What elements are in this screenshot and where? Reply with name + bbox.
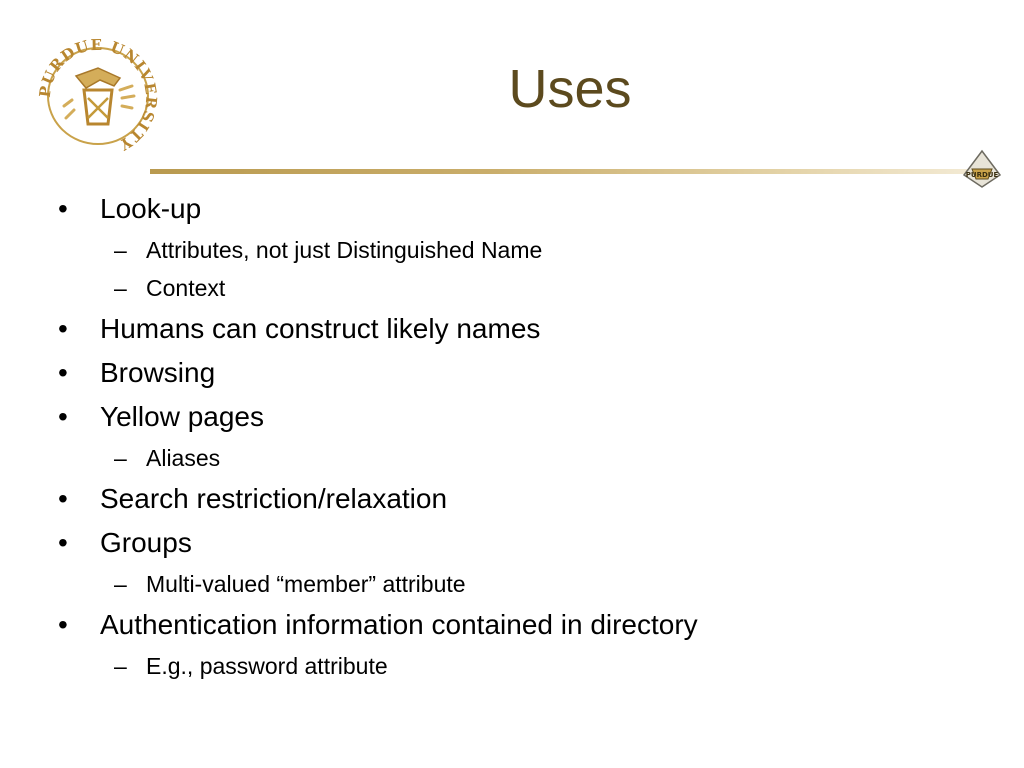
bullet-list bbox=[58, 182, 998, 680]
bullet-item bbox=[58, 356, 998, 390]
sub-bullet-item bbox=[58, 236, 998, 264]
sub-bullet-item bbox=[58, 444, 998, 472]
bullet-item bbox=[58, 526, 998, 560]
bullet-item bbox=[58, 400, 998, 434]
sub-bullet-text: Multi-valued “member” attribute bbox=[146, 571, 466, 597]
bullet-item bbox=[58, 608, 998, 642]
bullet-text: Authentication information contained in directory bbox=[100, 609, 698, 640]
title-divider bbox=[150, 169, 990, 174]
dash-icon: – bbox=[114, 275, 127, 301]
sub-bullet-text: E.g., password attribute bbox=[146, 653, 388, 679]
dash-icon: – bbox=[114, 445, 127, 471]
sub-bullet-item bbox=[58, 274, 998, 302]
bullet-dot-icon: • bbox=[58, 609, 68, 640]
bullet-item bbox=[58, 192, 998, 226]
bullet-dot-icon: • bbox=[58, 313, 68, 344]
bullet-text: Browsing bbox=[100, 357, 216, 388]
sub-bullet-text: Context bbox=[146, 275, 226, 301]
sub-bullet-text: Attributes, not just Distinguished Name bbox=[146, 237, 543, 263]
svg-text:PURDUE: PURDUE bbox=[965, 171, 999, 179]
bullet-text: Look-up bbox=[100, 193, 202, 224]
bullet-dot-icon: • bbox=[58, 483, 68, 514]
dash-icon: – bbox=[114, 237, 127, 263]
bullet-dot-icon: • bbox=[58, 401, 68, 432]
bullet-text: Humans can construct likely names bbox=[100, 313, 541, 344]
sub-bullet-item bbox=[58, 570, 998, 598]
bullet-text: Groups bbox=[100, 527, 192, 558]
bullet-dot-icon: • bbox=[58, 527, 68, 558]
bullet-item bbox=[58, 312, 998, 346]
bullet-item bbox=[58, 482, 998, 516]
bullet-dot-icon: • bbox=[58, 357, 68, 388]
sub-bullet-item bbox=[58, 652, 998, 680]
bullet-text: Search restriction/relaxation bbox=[100, 483, 448, 514]
dash-icon: – bbox=[114, 571, 127, 597]
svg-text:PURDUE UNIVERSITY: PURDUE UNIVERSITY bbox=[35, 35, 161, 155]
slide-title: Uses bbox=[508, 59, 632, 119]
bullet-dot-icon: • bbox=[58, 193, 68, 224]
dash-icon: – bbox=[114, 653, 127, 679]
sub-bullet-text: Aliases bbox=[146, 445, 221, 471]
bullet-text: Yellow pages bbox=[100, 401, 264, 432]
